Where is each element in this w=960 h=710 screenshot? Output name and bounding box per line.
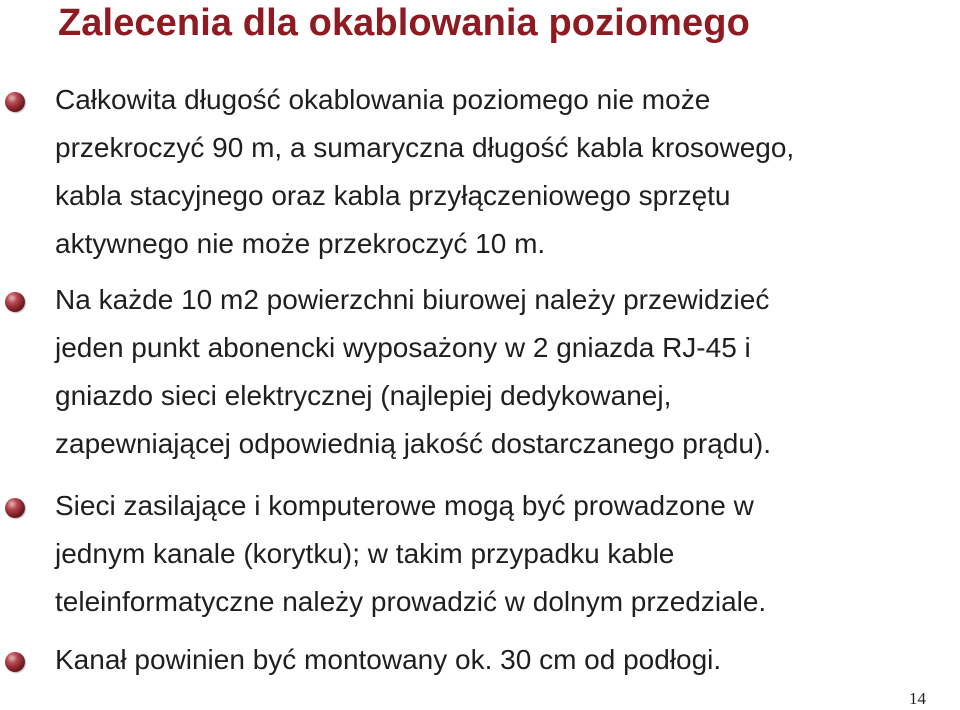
page-number: 14 [909,689,926,708]
sphere-bullet-icon [5,92,25,112]
bullet-text: Na każde 10 m2 powierzchni biurowej należy przewidzieć jeden punkt abonencki wyposażony w 2 gniazda RJ-45 i gniazdo sieci elektrycznej (najlepiej dedykowanej, zapewniającej odpowiednią jakość dostarczanego prądu). [55,284,772,459]
sphere-bullet-icon [5,652,25,672]
bullet-text: Sieci zasilające i komputerowe mogą być prowadzone w jednym kanale (korytku); w takim przypadku kable teleinformatyczne należy prowadzić w dolnym przedziale. [55,490,767,617]
sphere-bullet-icon [5,292,25,312]
sphere-bullet-icon [5,498,25,518]
slide-title: Zalecenia dla okablowania poziomego [58,2,750,44]
bullet-text: Całkowita długość okablowania poziomego nie może przekroczyć 90 m, a sumaryczna długość kabla krosowego, kabla stacyjnego oraz kabla przyłączeniowego sprzętu aktywnego nie może przekroczyć 10 m. [55,84,795,259]
bullet-text: Kanał powinien być montowany ok. 30 cm od podłogi. [55,644,722,675]
